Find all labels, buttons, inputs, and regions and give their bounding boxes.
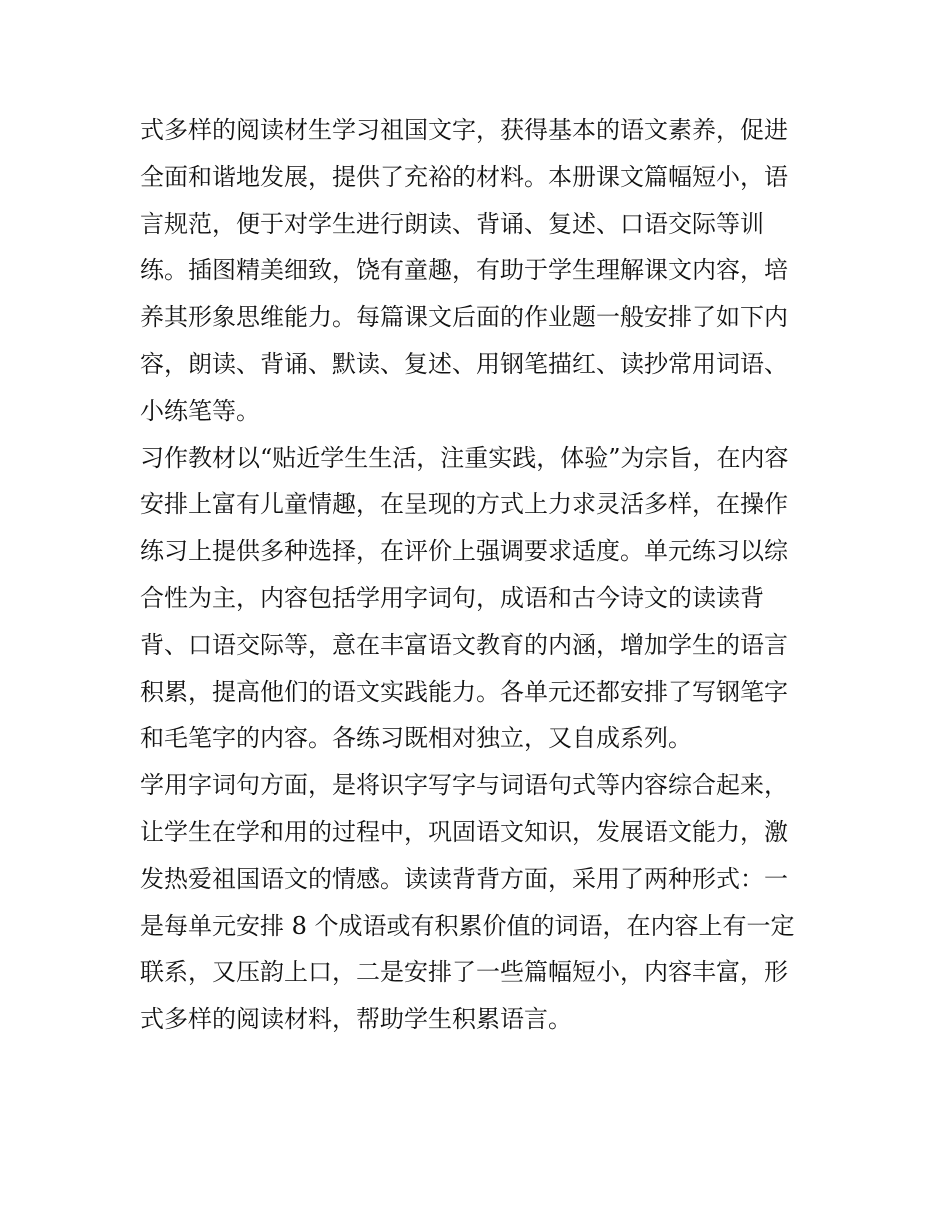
text-line: 习作教材以“贴近学生生活，注重实践，体验”为宗旨，在内容 — [140, 443, 789, 472]
text-line: 和毛笔字的内容。各练习既相对独立，又自成系列。 — [140, 724, 692, 753]
text-line: 联系，又压韵上口，二是安排了一些篇幅短小，内容丰富，形 — [140, 958, 788, 987]
text-line: 练习上提供多种选择，在评价上强调要求适度。单元练习以综 — [140, 537, 788, 566]
text-line: 容，朗读、背诵、默读、复述、用钢笔描红、读抄常用词语、 — [140, 349, 788, 378]
text-line: 让学生在学和用的过程中，巩固语文知识，发展语文能力，激 — [140, 817, 788, 846]
text-line: 是每单元安排 8 个成语或有积累价值的词语，在内容上有一定 — [140, 911, 795, 940]
text-line: 合性为主，内容包括学用字词句，成语和古今诗文的读读背 — [140, 583, 764, 612]
text-line: 学用字词句方面，是将识字写字与词语句式等内容综合起来， — [140, 771, 788, 800]
text-line: 式多样的阅读材生学习祖国文字，获得基本的语文素养，促进 — [140, 116, 788, 144]
text-line: 安排上富有儿童情趣，在呈现的方式上力求灵活多样，在操作 — [140, 490, 788, 519]
text-line: 积累，提高他们的语文实践能力。各单元还都安排了写钢笔字 — [140, 677, 788, 706]
text-line: 小练笔等。 — [140, 396, 260, 425]
text-line: 发热爱祖国语文的情感。读读背背方面，采用了两种形式：一 — [140, 864, 788, 893]
text-line: 背、口语交际等，意在丰富语文教育的内涵，增加学生的语言 — [140, 630, 788, 659]
text-line: 言规范，便于对学生进行朗读、背诵、复述、口语交际等训 — [140, 209, 764, 238]
text-line: 养其形象思维能力。每篇课文后面的作业题一般安排了如下内 — [140, 303, 788, 332]
text-line: 练。插图精美细致，饶有童趣，有助于学生理解课文内容，培 — [140, 256, 788, 285]
document-body — [140, 107, 812, 1043]
text-line: 全面和谐地发展，提供了充裕的材料。本册课文篇幅短小，语 — [140, 162, 788, 191]
text-line: 式多样的阅读材料，帮助学生积累语言。 — [140, 1005, 572, 1034]
